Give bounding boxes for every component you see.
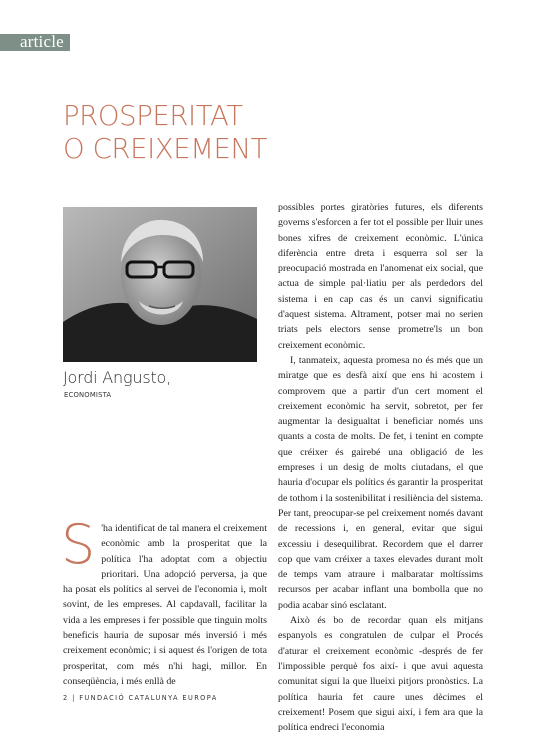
paragraph: Això és bo de recordar quan els mitjans espanyols es congratulen de culpar el Procés d'aturar el creixement econòmic -després de fer l'impossible perquè fos així- i que avui aquesta comunitat sigui la que llueixi pitjors pronòstics. La política hauria fet caure unes dècimes el creixement! Posem que sigui així, i fem ara que la política endreci l'economia [278, 615, 483, 734]
paragraph [61, 513, 267, 689]
author-name: Jordi Angusto, [63, 368, 172, 387]
paragraph: I, tanmateix, aquesta promesa no és més que un miratge que es desfà així que ens hi acostem i comprovem que a partir d'un cert moment el creixement econòmic ha servit, sobretot, per fer augmentar la desigualtat i beneficiar només uns quants a costa de molts. De fet, i tenint en compte que créixer és gairebé una obligació de les empreses i un desig de molts ciutadans, el que hauria d'ocupar els polítics és garantir la prosperitat de tothom i la sostenibilitat i resiliència del sistema. Per tant, preocupar-se pel creixement només davant de recessions i, en general, evitar que sigui excessiu i desequilibrat. Recordem que el darrer cop que vam créixer a taxes elevades durant molt de temps vam atraure i malbaratar moltíssims recursos per acabar inflant una bombolla que no podia acabar sinó esclatant. [278, 354, 483, 611]
article-title-line-1: PROSPERITAT [63, 100, 243, 132]
paragraph-text: 'ha identificat de tal manera el creixement econòmic amb la prosperitat que la política l'ha adoptat com a objectiu prioritari. Una adopció perversa, ja que ha posat els polítics al servei de l'economia i, molt sovint, de les empreses. Al capdavall, facilitar la vida a les empreses i fer possible que tinguin molts beneficis hauria de suposar més inversió i més creixement econòmic; i si aquest és l'origen de tota prosperitat, com més n'hi hagi, millor. En conseqüència, i més enllà de [63, 523, 267, 687]
drop-cap: S [61, 513, 96, 576]
author-photo [63, 207, 257, 362]
paragraph: possibles portes giratòries futures, els diferents governs s'esforcen a fer tot el possible per lluir unes bones xifres de creixement econòmic. L'única diferència entre dreta i esquerra sol ser la preocupació mostrada en l'anomenat eix social, que actua de simple pal·liatiu per als perdedors del sistema i en cap cas és un canvi significatiu d'aquest sistema. Altrament, potser mai no serien triats pels electors sense prometre'ls un bon creixement econòmic. [278, 202, 483, 351]
section-tag [0, 34, 70, 51]
page-footer: 2 | FUNDACIÓ CATALUNYA EUROPA [63, 694, 218, 702]
body-column-left [61, 513, 267, 689]
body-column-right [278, 200, 483, 735]
author-portrait-image [63, 207, 257, 362]
author-role: ECONOMISTA [64, 391, 112, 399]
article-title [63, 100, 267, 166]
section-tag-label: article [20, 32, 64, 51]
article-title-line-2: O CREIXEMENT [63, 133, 268, 165]
